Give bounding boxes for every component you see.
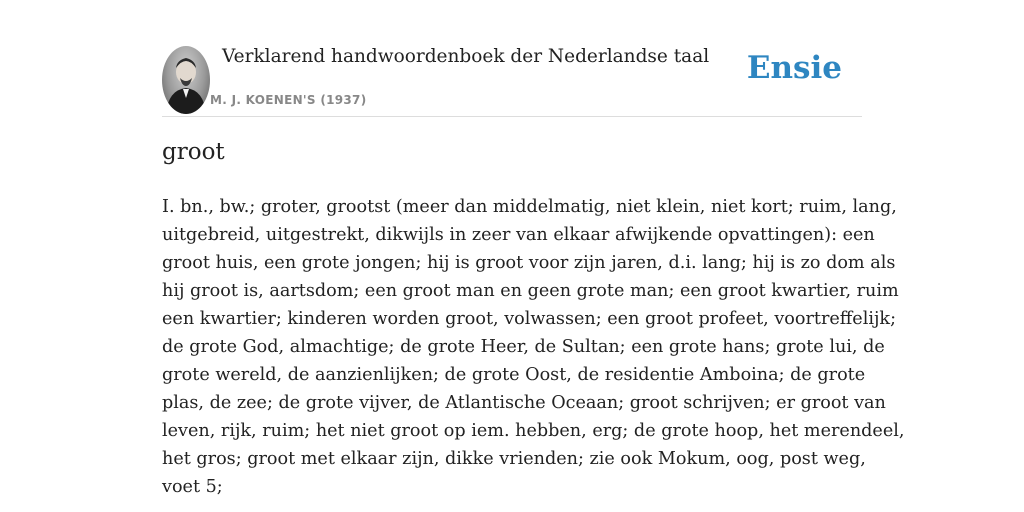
book-title: Verklarend handwoordenboek der Nederlandse taal	[222, 46, 710, 67]
definition-line: groot huis, een grote jongen; hij is groot voor zijn jaren, d.i. lang; hij is zo dom als	[162, 253, 896, 273]
entry-definition	[162, 193, 905, 501]
definition-line: het gros; groot met elkaar zijn, dikke vrienden; zie ook Mokum, oog, post weg,	[162, 449, 866, 469]
definition-line: grote wereld, de aanzienlijken; de grote Oost, de residentie Amboina; de grote	[162, 365, 866, 385]
definition-line: leven, rijk, ruim; het niet groot op iem. hebben, erg; de grote hoop, het merendeel,	[162, 421, 905, 441]
author-portrait-icon	[162, 46, 210, 114]
ensie-logo-link[interactable]: Ensie	[746, 50, 842, 86]
entry-headword: groot	[162, 139, 225, 165]
definition-line: de grote God, almachtige; de grote Heer, de Sultan; een grote hans; grote lui, de	[162, 337, 885, 357]
dictionary-header	[162, 44, 862, 117]
definition-line: hij groot is, aartsdom; een groot man en geen grote man; een groot kwartier, ruim	[162, 281, 899, 301]
author-label: M. J. KOENEN'S (1937)	[210, 93, 367, 107]
definition-line: I. bn., bw.; groter, grootst (meer dan middelmatig, niet klein, niet kort; ruim, lang,	[162, 197, 897, 217]
definition-line: een kwartier; kinderen worden groot, volwassen; een groot profeet, voortreffelijk;	[162, 309, 897, 329]
definition-line: plas, de zee; de grote vijver, de Atlantische Oceaan; groot schrijven; er groot van	[162, 393, 886, 413]
definition-line: voet 5;	[162, 477, 223, 497]
definition-line: uitgebreid, uitgestrekt, dikwijls in zeer van elkaar afwijkende opvattingen): een	[162, 225, 875, 245]
